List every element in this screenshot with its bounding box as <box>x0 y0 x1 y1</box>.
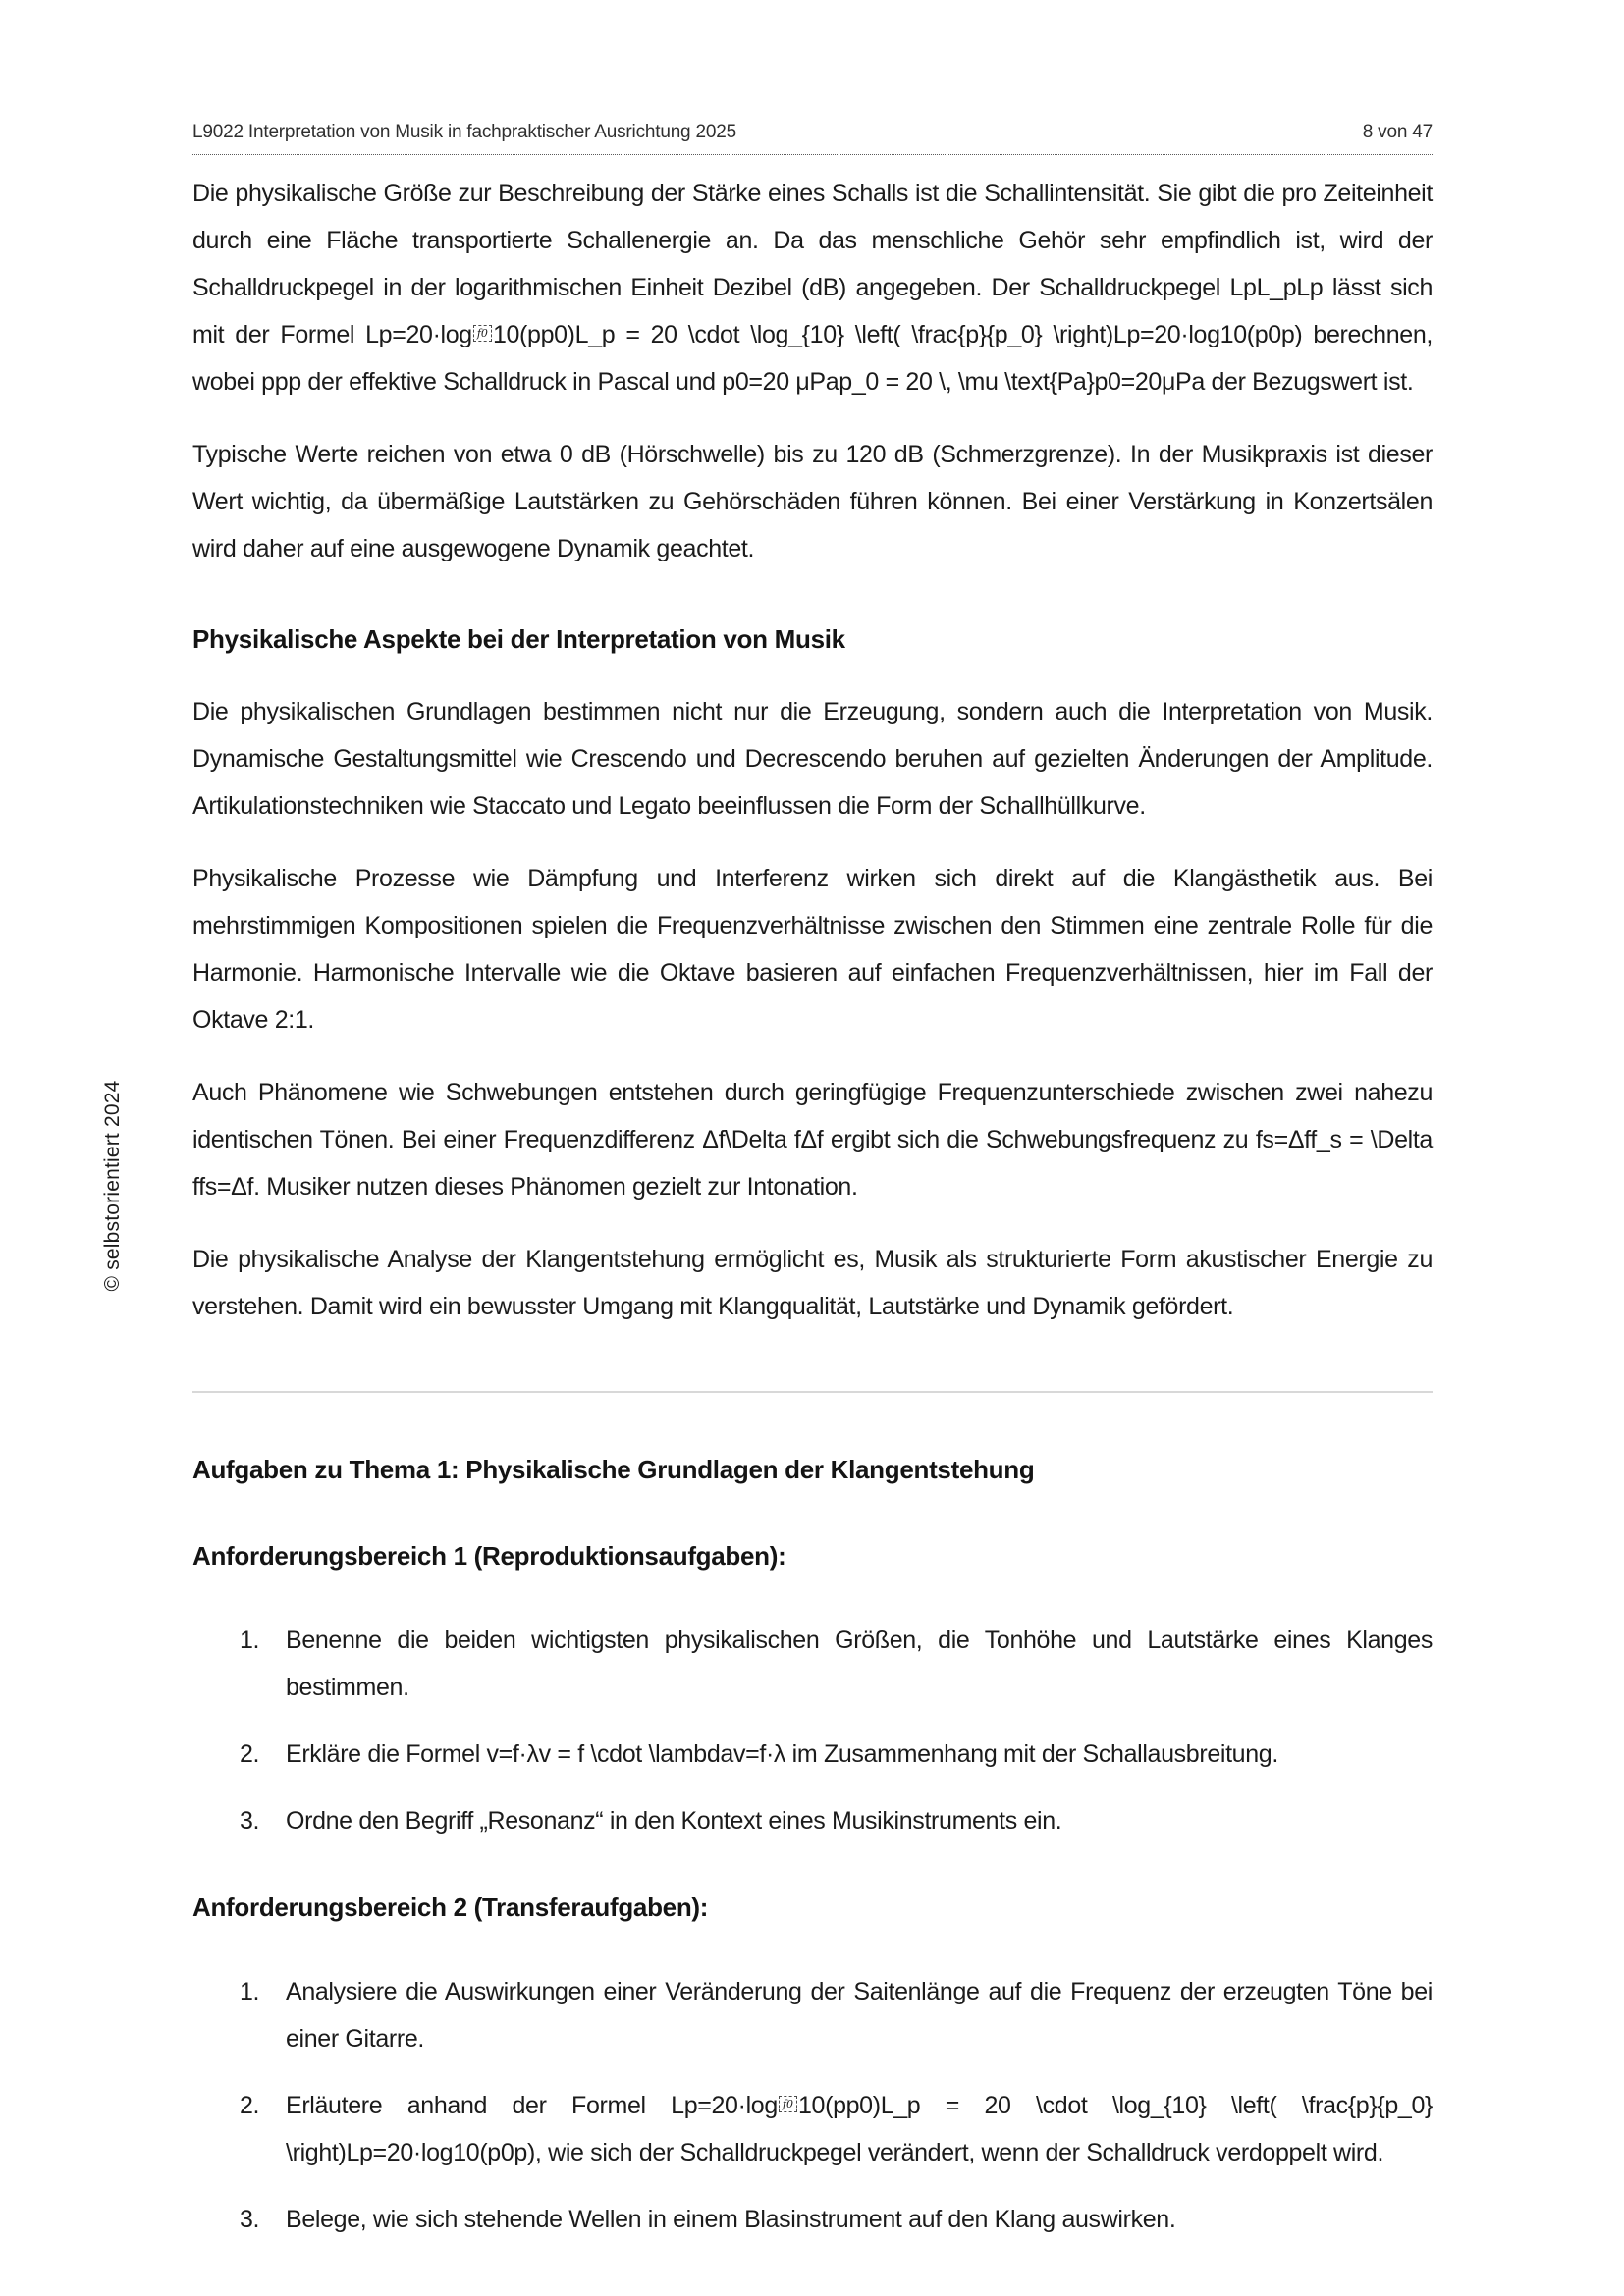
document-content <box>192 170 1433 2263</box>
task-item <box>192 1968 1433 2062</box>
task-text: Belege, wie sich stehende Wellen in einem Blasinstrument auf den Klang auswirken. <box>286 2206 1176 2233</box>
paragraph-text: 10(pp0)L_p = 20 \cdot \log_{10} \left( \frac{p}{p_0} \right)Lp=20·log10(p0p) berechnen, wobei ppp der effektive Schalldruck in Pascal und p0=20 μPap_0 = 20 \, \mu \text{Pa}p0=20μPa der Bezugswert ist. <box>192 321 1433 396</box>
task-text: Ordne den Begriff „Resonanz“ in den Kontext eines Musikinstruments ein. <box>286 1807 1062 1835</box>
task-text: Erkläre die Formel v=f·λv = f \cdot \lambdav=f·λ im Zusammenhang mit der Schallausbreitung. <box>286 1740 1278 1768</box>
page-header <box>192 122 1433 155</box>
task-item <box>192 2196 1433 2243</box>
task-number: 3. <box>240 2206 260 2233</box>
paragraph-text: Die physikalische Größe zur Beschreibung der Stärke eines Schalls ist die Schallintensität. Sie gibt die pro Zeiteinheit durch eine Fläche transportierte Schallenergie an. Da das menschliche Gehör sehr empfindlich ist, wird der Schalldruckpegel in der logarithmischen Einheit Dezibel (dB) angegeben. Der Schalldruckpegel LpL_pLp lässt sich mit der Formel Lp=20·log <box>192 180 1433 348</box>
task-number: 1. <box>240 1627 260 1654</box>
paragraph-typische-werte: Typische Werte reichen von etwa 0 dB (Hörschwelle) bis zu 120 dB (Schmerzgrenze). In der Musikpraxis ist dieser Wert wichtig, da übermäßige Lautstärken zu Gehörschäden führen können. Bei einer Verstärkung in Konzertsälen wird daher auf eine ausgewogene Dynamik geachtet. <box>192 441 1433 562</box>
header-document-title: L9022 Interpretation von Musik in fachpraktischer Ausrichtung 2025 <box>192 122 736 142</box>
paragraph-schallintensitaet <box>192 170 1433 405</box>
task-text <box>286 2082 1433 2176</box>
missing-glyph-box: f0 <box>779 2096 797 2112</box>
paragraph-prozesse: Physikalische Prozesse wie Dämpfung und Interferenz wirken sich direkt auf die Klangästhetik aus. Bei mehrstimmigen Kompositionen spielen die Frequenzverhältnisse zwischen den Stimmen eine zentrale Rolle für die Harmonie. Harmonische Intervalle wie die Oktave basieren auf einfachen Frequenzverhältnissen, hier im Fall der Oktave 2:1. <box>192 865 1433 1034</box>
task-number: 2. <box>240 1740 260 1768</box>
task-item <box>192 1797 1433 1844</box>
task-text-segment: Erläutere anhand der Formel Lp=20·log <box>286 2092 778 2119</box>
paragraph-grundlagen: Die physikalischen Grundlagen bestimmen nicht nur die Erzeugung, sondern auch die Interpretation von Musik. Dynamische Gestaltungsmittel wie Crescendo und Decrescendo beruhen auf gezielten Änderungen der Amplitude. Artikulationstechniken wie Staccato und Legato beeinflussen die Form der Schallhüllkurve. <box>192 698 1433 820</box>
paragraph-analyse: Die physikalische Analyse der Klangentstehung ermöglicht es, Musik als strukturierte Form akustischer Energie zu verstehen. Damit wird ein bewusster Umgang mit Klangqualität, Lautstärke und Dynamik gefördert. <box>192 1246 1433 1320</box>
heading-anforderungsbereich-2: Anforderungsbereich 2 (Transferaufgaben): <box>192 1893 709 1922</box>
task-item <box>192 2082 1433 2176</box>
heading-physikalische-aspekte: Physikalische Aspekte bei der Interpretation von Musik <box>192 624 845 654</box>
task-item <box>192 1617 1433 1711</box>
task-item <box>192 1731 1433 1778</box>
page-number: 8 von 47 <box>1362 122 1433 142</box>
section-divider <box>192 1391 1433 1393</box>
missing-glyph-box: f0 <box>473 325 492 342</box>
copyright-vertical-label: © selbstorientiert 2024 <box>101 1080 124 1292</box>
task-text-segment: 10(pp0)L_p = 20 \cdot \log_{10} \left( \frac{p}{p_0} \right)Lp=20·log10(p0p), wie sich der Schalldruckpegel verändert, wenn der Schalldruck verdoppelt wird. <box>286 2092 1434 2166</box>
task-text: Benenne die beiden wichtigsten physikalischen Größen, die Tonhöhe und Lautstärke eines Klanges bestimmen. <box>286 1627 1433 1701</box>
task-number: 1. <box>240 1978 260 2005</box>
task-number: 3. <box>240 1807 260 1835</box>
paragraph-schwebungen: Auch Phänomene wie Schwebungen entstehen durch geringfügige Frequenzunterschiede zwischen zwei nahezu identischen Tönen. Bei einer Frequenzdifferenz Δf\Delta fΔf ergibt sich die Schwebungsfrequenz zu fs=Δff_s = \Delta ffs=Δf. Musiker nutzen dieses Phänomen gezielt zur Intonation. <box>192 1079 1433 1201</box>
task-number: 2. <box>240 2092 260 2119</box>
heading-anforderungsbereich-1: Anforderungsbereich 1 (Reproduktionsaufgaben): <box>192 1541 786 1571</box>
task-text: Analysiere die Auswirkungen einer Veränderung der Saitenlänge auf die Frequenz der erzeugten Töne bei einer Gitarre. <box>286 1978 1433 2053</box>
heading-aufgaben-thema1: Aufgaben zu Thema 1: Physikalische Grundlagen der Klangentstehung <box>192 1455 1035 1484</box>
